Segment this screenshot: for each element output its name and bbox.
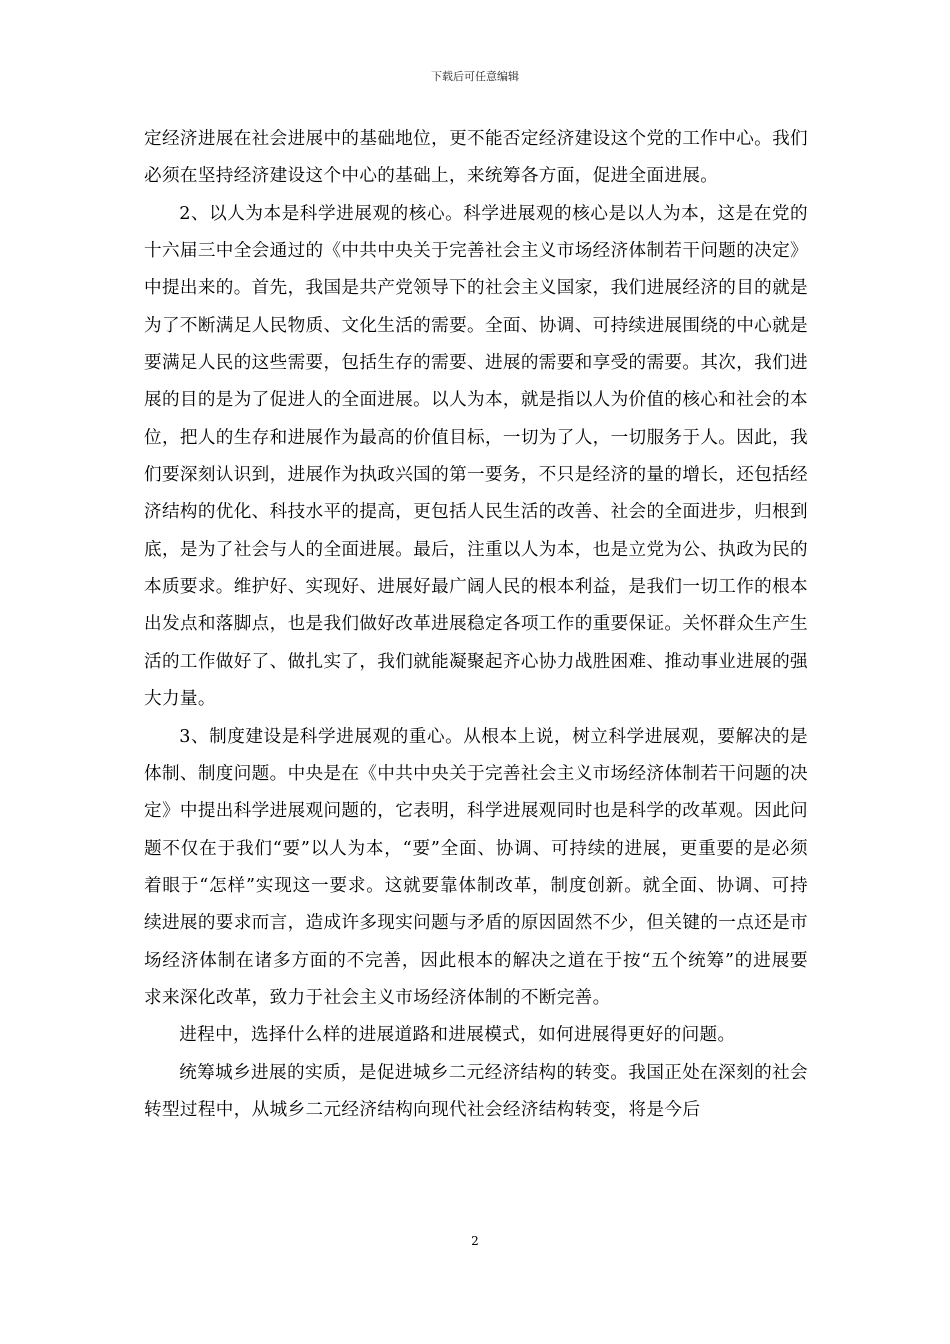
paragraph-3: 3、制度建设是科学进展观的重心。从根本上说，树立科学进展观，要解决的是体制、制度问题。中央是在《中共中央关于完善社会主义市场经济体制若干问题的决定》中提出科学进展观问题的，它表明，科学进展观同时也是科学的改革观。因此问题不仅在于我们“要”以人为本，“要”全面、协调、可持续的进展，更重要的是必须着眼于“怎样”实现这一要求。这就要靠体制改革，制度创新。就全面、协调、可持续进展的要求而言，造成许多现实问题与矛盾的原因固然不少，但关键的一点还是市场经济体制在诸多方面的不完善，因此根本的解决之道在于按“五个统筹”的进展要求来深化改革，致力于社会主义市场经济体制的不断完善。 [144, 726, 808, 1008]
paragraph-4: 进程中，选择什么样的进展道路和进展模式，如何进展得更好的问题。 [179, 1025, 736, 1046]
paragraph-1: 定经济进展在社会进展中的基础地位，更不能否定经济建设这个党的工作中心。我们必须在坚持经济建设这个中心的基础上，来统筹各方面，促进全面进展。 [144, 129, 808, 187]
body-text [144, 121, 808, 1129]
paragraph-5: 统筹城乡进展的实质，是促进城乡二元经济结构的转变。我国正处在深刻的社会转型过程中，从城乡二元经济结构向现代社会经济结构转变，将是今后 [144, 1062, 808, 1120]
page-number: 2 [471, 1234, 479, 1248]
paragraph-2: 2、以人为本是科学进展观的核心。科学进展观的核心是以人为本，这是在党的十六届三中全会通过的《中共中央关于完善社会主义市场经济体制若干问题的决定》中提出来的。首先，我国是共产党领导下的社会主义国家，我们进展经济的目的就是为了不断满足人民物质、文化生活的需要。全面、协调、可持续进展围绕的中心就是要满足人民的这些需要，包括生存的需要、进展的需要和享受的需要。其次，我们进展的目的是为了促进人的全面进展。以人为本，就是指以人为价值的核心和社会的本位，把人的生存和进展作为最高的价值目标，一切为了人，一切服务于人。因此，我们要深刻认识到，进展作为执政兴国的第一要务，不只是经济的量的增长，还包括经济结构的优化、科技水平的提高，更包括人民生活的改善、社会的全面进步，归根到底，是为了社会与人的全面进展。最后，注重以人为本，也是立党为公、执政为民的本质要求。维护好、实现好、进展好最广阔人民的根本利益，是我们一切工作的根本出发点和落脚点，也是我们做好改革进展稳定各项工作的重要保证。关怀群众生产生活的工作做好了、做扎实了，我们就能凝聚起齐心协力战胜困难、推动事业进展的强大力量。 [144, 203, 808, 710]
page-header: 下载后可任意编辑 [431, 70, 519, 83]
